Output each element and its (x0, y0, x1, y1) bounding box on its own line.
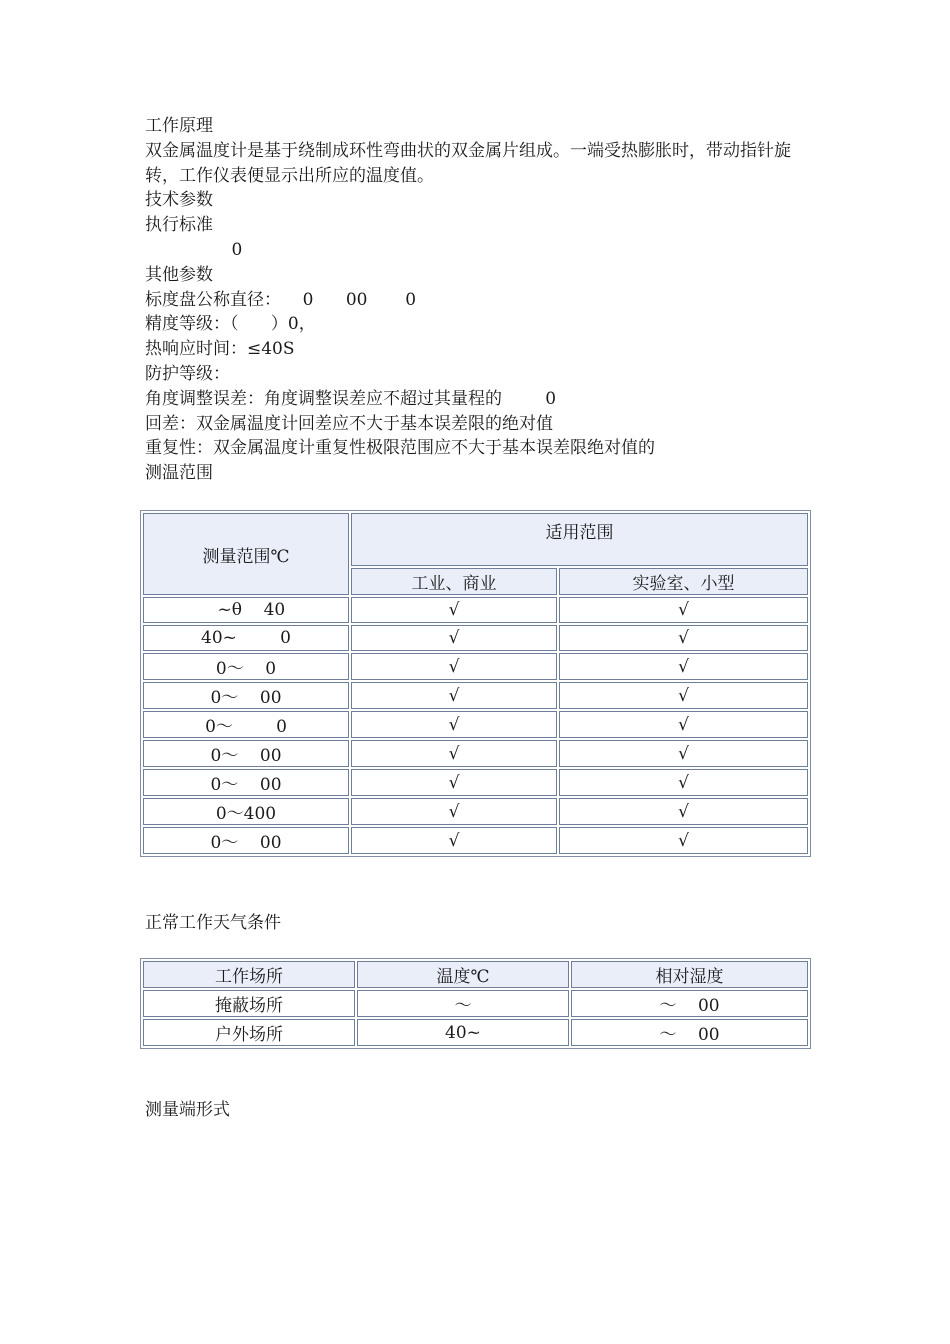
tech-params-heading: 技术参数 (145, 190, 213, 211)
table-row (143, 625, 808, 651)
table-row (143, 740, 808, 767)
measure-end-title: 测量端形式 (145, 1100, 230, 1120)
header-temp: 温度℃ (357, 961, 569, 988)
conditions-title: 正常工作天气条件 (145, 913, 281, 933)
header-humidity: 相对湿度 (571, 961, 808, 988)
table-row (143, 1019, 808, 1046)
header-range: 测量范围℃ (143, 513, 349, 595)
temp-cell: 40~ (357, 1019, 569, 1046)
document-body (145, 114, 815, 486)
industrial-check: √ (351, 827, 557, 854)
header-industrial: 工业、商业 (351, 568, 557, 595)
range-cell: 0～ 00 (143, 769, 349, 796)
range-cell: 0～400 (143, 798, 349, 825)
lab-check: √ (559, 769, 808, 796)
table-row (143, 990, 808, 1017)
lab-check: √ (559, 711, 808, 738)
lab-check: √ (559, 625, 808, 651)
principle-text: 双金属温度计是基于绕制成环性弯曲状的双金属片组成。一端受热膨胀时，带动指针旋转，工作仪表便显示出所应的温度值。 (145, 140, 791, 186)
range-cell: 0～ 00 (143, 740, 349, 767)
lab-check: √ (559, 740, 808, 767)
table-row (143, 711, 808, 738)
temp-cell: ～ (357, 990, 569, 1017)
range-section-title: 测温范围 (145, 463, 213, 484)
header-site: 工作场所 (143, 961, 355, 988)
industrial-check: √ (351, 711, 557, 738)
hysteresis: 回差：双金属温度计回差应不大于基本误差限的绝对值 (145, 413, 553, 434)
conditions-table (140, 958, 811, 1049)
accuracy-class: 精度等级：（ ）0， (145, 314, 316, 335)
protection-class: 防护等级： (145, 363, 230, 384)
range-cell: 0～ 0 (143, 711, 349, 738)
table-row (143, 798, 808, 825)
humidity-cell: ～ 00 (571, 990, 808, 1017)
range-cell: 0～ 0 (143, 653, 349, 680)
header-scope: 适用范围 (351, 513, 808, 566)
industrial-check: √ (351, 625, 557, 651)
principle-title: 工作原理 (145, 116, 213, 136)
repeatability: 重复性：双金属温度计重复性极限范围应不大于基本误差限绝对值的 (145, 438, 655, 459)
industrial-check: √ (351, 740, 557, 767)
lab-check: √ (559, 798, 808, 825)
range-cell: 0～ 00 (143, 827, 349, 854)
range-cell: 0～ 00 (143, 682, 349, 709)
industrial-check: √ (351, 682, 557, 709)
range-table (140, 510, 811, 857)
industrial-check: √ (351, 653, 557, 680)
table-row (143, 827, 808, 854)
standard-label: 执行标准 (145, 215, 213, 236)
site-cell: 掩蔽场所 (143, 990, 355, 1017)
other-params-heading: 其他参数 (145, 264, 213, 285)
table-row (143, 597, 808, 623)
lab-check: √ (559, 597, 808, 623)
range-cell: ~θ 40 (143, 597, 349, 623)
lab-check: √ (559, 682, 808, 709)
table-row (143, 769, 808, 796)
table-row (143, 653, 808, 680)
industrial-check: √ (351, 769, 557, 796)
response-time: 热响应时间：≤40S (145, 339, 295, 360)
humidity-cell: ～ 00 (571, 1019, 808, 1046)
header-lab: 实验室、小型 (559, 568, 808, 595)
dial-diameter: 标度盘公称直径： 0 00 0 (145, 289, 417, 310)
industrial-check: √ (351, 798, 557, 825)
angle-error: 角度调整误差：角度调整误差应不超过其量程的 0 (145, 388, 557, 409)
table-row (143, 682, 808, 709)
range-cell: 40~ 0 (143, 625, 349, 651)
standard-value: 0 (145, 239, 243, 260)
site-cell: 户外场所 (143, 1019, 355, 1046)
lab-check: √ (559, 653, 808, 680)
industrial-check: √ (351, 597, 557, 623)
lab-check: √ (559, 827, 808, 854)
